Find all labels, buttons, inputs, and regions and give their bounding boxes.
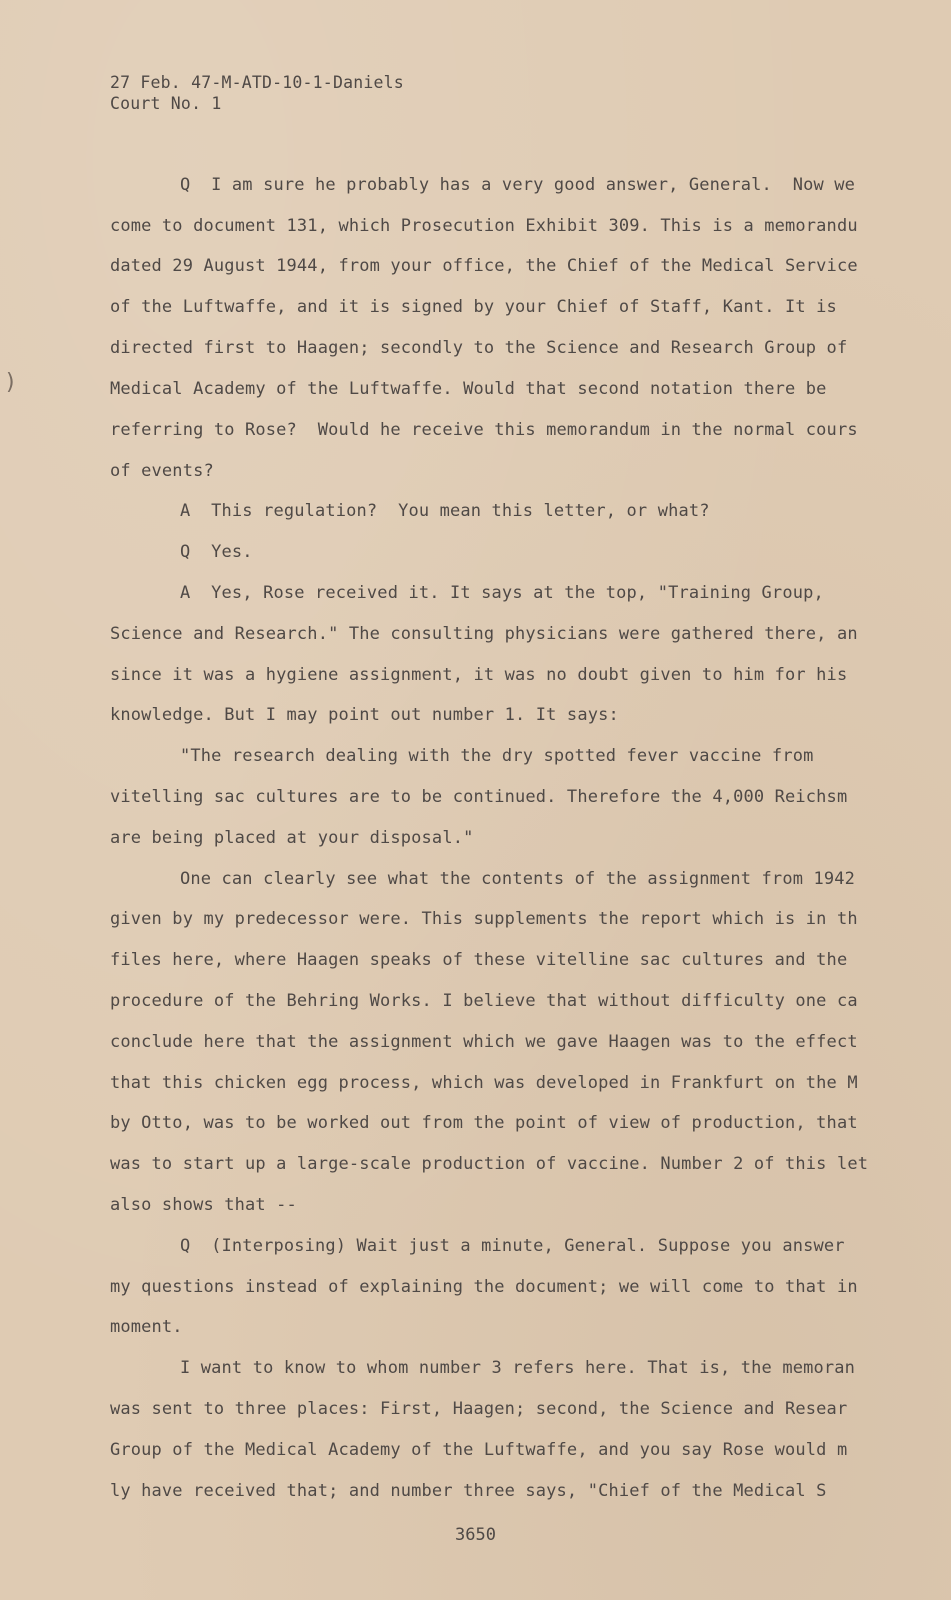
text-line: "The research dealing with the dry spotted fever vaccine from (180, 746, 814, 766)
text-line: One can clearly see what the contents of the assignment from 1942 (180, 869, 856, 889)
text-line: Q (Interposing) Wait just a minute, General. Suppose you answer (180, 1236, 845, 1256)
text-line: of events? (110, 461, 214, 481)
text-line: I want to know to whom number 3 refers here. That is, the memoran (180, 1358, 856, 1378)
text-line: Medical Academy of the Luftwaffe. Would that second notation there be (110, 379, 827, 399)
text-line: are being placed at your disposal." (110, 828, 474, 848)
text-line: ly have received that; and number three says, "Chief of the Medical S (110, 1481, 827, 1501)
text-line: A This regulation? You mean this letter, or what? (180, 501, 710, 521)
text-line: knowledge. But I may point out number 1. It says: (110, 705, 619, 725)
text-line: come to document 131, which Prosecution Exhibit 309. This is a memorandu (110, 216, 858, 236)
text-line: dated 29 August 1944, from your office, the Chief of the Medical Service (110, 256, 858, 276)
text-line: was sent to three places: First, Haagen; second, the Science and Resear (110, 1399, 848, 1419)
text-line: Q Yes. (180, 542, 253, 562)
document-header (110, 72, 404, 114)
header-reference: 27 Feb. 47-M-ATD-10-1-Daniels (110, 73, 404, 92)
page-number: 3650 (455, 1525, 496, 1545)
text-line: was to start up a large-scale production of vaccine. Number 2 of this let (110, 1154, 869, 1174)
text-line: Q I am sure he probably has a very good answer, General. Now we (180, 175, 856, 195)
text-line: moment. (110, 1317, 183, 1337)
text-line: that this chicken egg process, which was developed in Frankfurt on the M (110, 1073, 858, 1093)
text-line: referring to Rose? Would he receive this memorandum in the normal cours (110, 420, 858, 440)
text-line: files here, where Haagen speaks of these vitelline sac cultures and the (110, 950, 848, 970)
text-line: procedure of the Behring Works. I believe that without difficulty one ca (110, 991, 858, 1011)
text-line: vitelling sac cultures are to be continued. Therefore the 4,000 Reichsm (110, 787, 848, 807)
text-line: given by my predecessor were. This supplements the report which is in th (110, 909, 858, 929)
text-line: conclude here that the assignment which we gave Haagen was to the effect (110, 1032, 858, 1052)
text-line: Group of the Medical Academy of the Luftwaffe, and you say Rose would m (110, 1440, 848, 1460)
text-line: also shows that -- (110, 1195, 297, 1215)
text-line: Science and Research." The consulting physicians were gathered there, an (110, 624, 858, 644)
margin-mark: ) (4, 370, 18, 395)
text-line: by Otto, was to be worked out from the point of view of production, that (110, 1113, 858, 1133)
text-line: directed first to Haagen; secondly to the Science and Research Group of (110, 338, 848, 358)
text-line: of the Luftwaffe, and it is signed by your Chief of Staff, Kant. It is (110, 297, 837, 317)
header-court: Court No. 1 (110, 94, 222, 113)
text-line: since it was a hygiene assignment, it was no doubt given to him for his (110, 665, 848, 685)
text-line: A Yes, Rose received it. It says at the top, "Training Group, (180, 583, 824, 603)
text-line: my questions instead of explaining the document; we will come to that in (110, 1277, 858, 1297)
